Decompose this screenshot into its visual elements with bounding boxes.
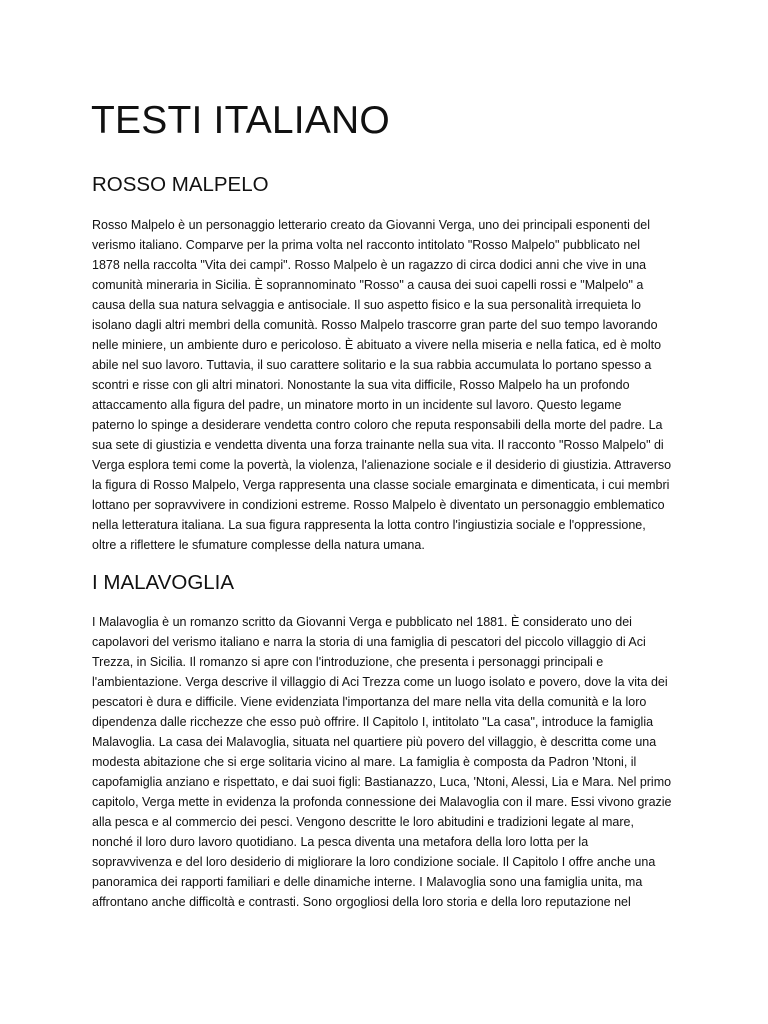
paragraph-line: Rosso Malpelo è un personaggio letterario creato da Giovanni Verga, uno dei principali esponenti del [92,218,650,232]
paragraph-line: 1878 nella raccolta "Vita dei campi". Rosso Malpelo è un ragazzo di circa dodici anni che vive in una [92,258,647,272]
paragraph-line: attaccamento alla figura del padre, un minatore morto in un incidente sul lavoro. Questo legame [92,398,622,412]
paragraph-line: nella letteratura italiana. La sua figura rappresenta la lotta contro l'ingiustizia sociale e l'oppressione, [92,518,646,532]
document-title: TESTI ITALIANO [91,99,390,142]
paragraph-line: capolavori del verismo italiano e narra la storia di una famiglia di pescatori del piccolo villaggio di Aci [92,635,646,649]
paragraph-line: capofamiglia anziano e rispettato, e dai suoi figli: Bastianazzo, Luca, 'Ntoni, Alessi, Lia e Mara. Nel primo [92,775,672,789]
section-body-rosso-malpelo [92,215,692,555]
paragraph-line: oltre a riflettere le sfumature complesse della natura umana. [92,538,425,552]
paragraph-line: I Malavoglia è un romanzo scritto da Giovanni Verga e pubblicato nel 1881. È considerato uno dei [92,615,632,629]
paragraph-line: pescatori è dura e difficile. Viene evidenziata l'importanza del mare nella vita della comunità e la loro [92,695,647,709]
paragraph-line: paterno lo spinge a desiderare vendetta contro coloro che reputa responsabili della morte del padre. La [92,418,663,432]
paragraph-line: nonché il loro duro lavoro quotidiano. La pesca diventa una metafora della loro lotta per la [92,835,589,849]
section-heading-i-malavoglia: I MALAVOGLIA [92,571,235,594]
paragraph-line: Trezza, in Sicilia. Il romanzo si apre con l'introduzione, che presenta i personaggi principali e [92,655,604,669]
paragraph-line: causa della sua natura selvaggia e antisociale. Il suo aspetto fisico e la sua personalità irrequieta lo [92,298,641,312]
paragraph-line: dipendenza dalle ricchezze che esso può offrire. Il Capitolo I, intitolato "La casa", introduce la famiglia [92,715,654,729]
paragraph-line: isolano dagli altri membri della comunità. Rosso Malpelo trascorre gran parte del suo tempo lavorando [92,318,658,332]
paragraph-line: alla pesca e al commercio dei pesci. Vengono descritte le loro abitudini e tradizioni legate al mare, [92,815,634,829]
paragraph-line: l'ambientazione. Verga descrive il villaggio di Aci Trezza come un luogo isolato e povero, dove la vita dei [92,675,668,689]
paragraph-line: modesta abitazione che si erge solitaria vicino al mare. La famiglia è composta da Padron 'Ntoni, il [92,755,637,769]
paragraph-line: scontri e risse con gli altri minatori. Nonostante la sua vita difficile, Rosso Malpelo ha un profondo [92,378,630,392]
paragraph-line: la figura di Rosso Malpelo, Verga rappresenta una classe sociale emarginata e dimenticata, i cui membri [92,478,670,492]
paragraph-line: panoramica dei rapporti familiari e delle dinamiche interne. I Malavoglia sono una famiglia unita, ma [92,875,643,889]
paragraph-line: capitolo, Verga mette in evidenza la profonda connessione dei Malavoglia con il mare. Essi vivono grazie [92,795,672,809]
paragraph-line: abile nel suo lavoro. Tuttavia, il suo carattere solitario e la sua rabbia accumulata lo portano spesso a [92,358,652,372]
paragraph-line: nelle miniere, un ambiente duro e pericoloso. È abituato a vivere nella miseria e nella fatica, ed è molto [92,338,662,352]
section-body-i-malavoglia [92,612,692,912]
paragraph-line: Verga esplora temi come la povertà, la violenza, l'alienazione sociale e il desiderio di giustizia. Attraverso [92,458,672,472]
paragraph-line: affrontano anche difficoltà e contrasti. Sono orgogliosi della loro storia e della loro reputazione nel [92,895,631,909]
paragraph-line: sopravvivenza e del loro desiderio di migliorare la loro condizione sociale. Il Capitolo I offre anche una [92,855,656,869]
paragraph-line: Malavoglia. La casa dei Malavoglia, situata nel quartiere più povero del villaggio, è descritta come una [92,735,657,749]
section-heading-rosso-malpelo: ROSSO MALPELO [92,173,269,196]
paragraph-line: verismo italiano. Comparve per la prima volta nel racconto intitolato "Rosso Malpelo" pubblicato nel [92,238,641,252]
paragraph-line: sua sete di giustizia e vendetta diventa una forza trainante nella sua vita. Il racconto "Rosso Malpelo" di [92,438,664,452]
paragraph-line: comunità mineraria in Sicilia. È soprannominato "Rosso" a causa dei suoi capelli rossi e "Malpelo" a [92,278,644,292]
paragraph-line: lottano per sopravvivere in condizioni estreme. Rosso Malpelo è diventato un personaggio emblematico [92,498,665,512]
